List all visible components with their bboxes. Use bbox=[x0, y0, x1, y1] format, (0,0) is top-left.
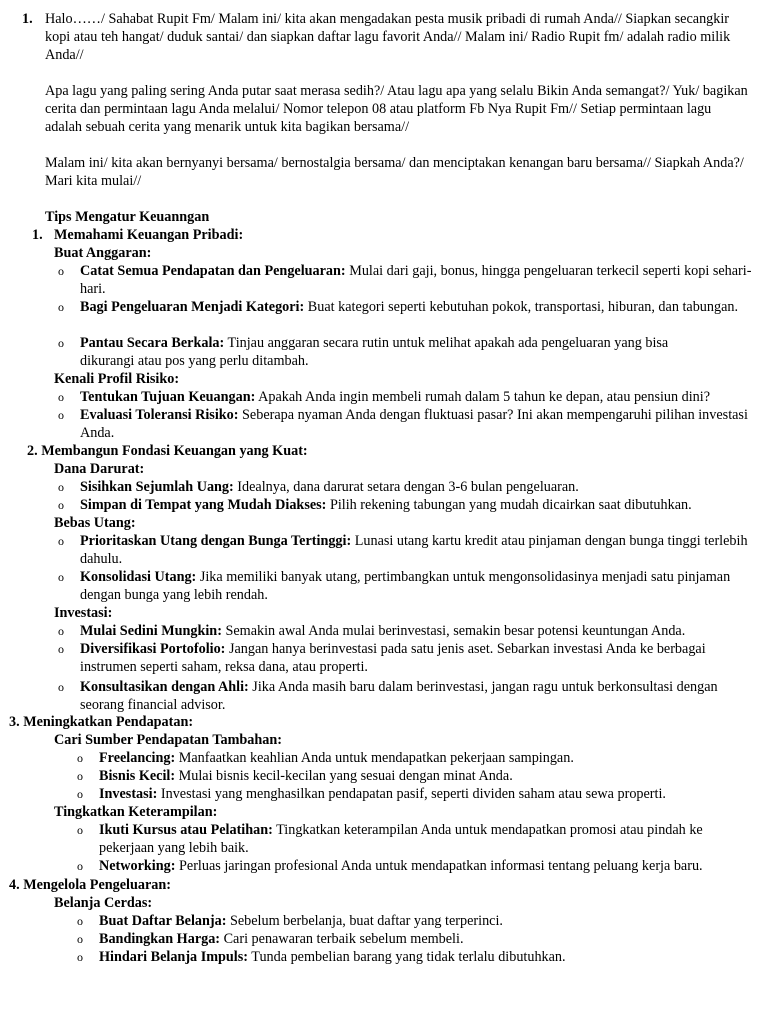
item-text: Seberapa nyaman Anda dengan fluktuasi pasar? Ini akan mempengaruhi pilihan investasi Anda. bbox=[80, 407, 748, 441]
list-item bbox=[80, 334, 720, 370]
item-text: Apakah Anda ingin membeli rumah dalam 5 tahun ke depan, atau pensiun dini? bbox=[255, 389, 711, 405]
item-label: Tentukan Tujuan Keuangan: bbox=[80, 389, 256, 405]
item-text: Tingkatkan keterampilan Anda untuk mendapatkan promosi atau pindah ke pekerjaan yang lebih baik. bbox=[99, 822, 703, 856]
list-item bbox=[99, 767, 759, 785]
bullet-icon: o bbox=[58, 498, 64, 512]
item-text: Mulai dari gaji, bonus, hingga pengeluaran terkecil seperti kopi sehari-hari. bbox=[80, 263, 752, 297]
item-text: Cari penawaran terbaik sebelum membeli. bbox=[220, 931, 464, 947]
bullet-icon: o bbox=[77, 932, 83, 946]
item-text: Perluas jaringan profesional Anda untuk mendapatkan informasi tentang peluang kerja baru. bbox=[175, 858, 703, 874]
item-text: Pilih rekening tabungan yang mudah dicairkan saat dibutuhkan. bbox=[326, 497, 692, 513]
section-2-title: 2. Membangun Fondasi Keuangan yang Kuat: bbox=[27, 443, 308, 459]
item-label: Buat Daftar Belanja: bbox=[99, 913, 227, 929]
item-label: Catat Semua Pendapatan dan Pengeluaran: bbox=[80, 263, 346, 279]
item-text: Tunda pembelian barang yang tidak terlalu dibutuhkan. bbox=[248, 949, 566, 965]
section-4-title: 4. Mengelola Pengeluaran: bbox=[9, 877, 171, 893]
bullet-icon: o bbox=[58, 570, 64, 584]
item-label: Bandingkan Harga: bbox=[99, 931, 221, 947]
item-text: Jika memiliki banyak utang, pertimbangkan untuk mengonsolidasinya menjadi satu pinjaman dengan bunga yang lebih rendah. bbox=[80, 569, 731, 603]
bullet-icon: o bbox=[77, 823, 83, 837]
subheading-kenali-profil-risiko: Kenali Profil Risiko: bbox=[54, 371, 180, 387]
item-label: Networking: bbox=[99, 858, 176, 874]
bullet-icon: o bbox=[58, 390, 64, 404]
section-1-number: 1. bbox=[32, 227, 43, 243]
item-text: Lunasi utang kartu kredit atau pinjaman dengan bunga tinggi terlebih dahulu. bbox=[80, 533, 748, 567]
item-text: Manfaatkan keahlian Anda untuk mendapatkan pekerjaan sampingan. bbox=[175, 750, 574, 766]
list-item bbox=[80, 622, 756, 640]
list-item bbox=[99, 857, 759, 875]
intro-number: 1. bbox=[22, 11, 33, 27]
bullet-icon: o bbox=[58, 534, 64, 548]
item-text: Buat kategori seperti kebutuhan pokok, transportasi, hiburan, dan tabungan. bbox=[304, 299, 739, 315]
item-text: Tinjau anggaran secara rutin untuk melihat apakah ada pengeluaran yang bisa dikurangi atau pos yang perlu ditambah. bbox=[80, 335, 669, 369]
subheading-investasi: Investasi: bbox=[54, 605, 113, 621]
item-label: Simpan di Tempat yang Mudah Diakses: bbox=[80, 497, 327, 513]
list-item bbox=[80, 298, 740, 316]
bullet-icon: o bbox=[58, 642, 64, 656]
item-label: Pantau Secara Berkala: bbox=[80, 335, 225, 351]
intro-paragraph-1: Halo……/ Sahabat Rupit Fm/ Malam ini/ kita akan mengadakan pesta musik pribadi di rumah Anda// Siapkan secangkir kopi atau teh hangat/ duduk santai/ dan siapkan daftar lagu favorit Anda// Malam ini/ Radio Rupit fm/ adalah radio milik Anda// bbox=[45, 11, 731, 63]
section-3-title: 3. Meningkatkan Pendapatan: bbox=[9, 714, 194, 730]
list-item bbox=[80, 406, 750, 442]
subheading-tingkatkan-keterampilan: Tingkatkan Keterampilan: bbox=[54, 804, 218, 820]
item-label: Evaluasi Toleransi Risiko: bbox=[80, 407, 239, 423]
list-item bbox=[80, 388, 764, 406]
item-text: Idealnya, dana darurat setara dengan 3-6 bulan pengeluaran. bbox=[233, 479, 579, 495]
item-text: Jangan hanya berinvestasi pada satu jenis aset. Sebarkan investasi Anda ke berbagai instrumen seperti saham, reksa dana, atau properti. bbox=[80, 641, 706, 675]
item-label: Konsolidasi Utang: bbox=[80, 569, 197, 585]
bullet-icon: o bbox=[58, 480, 64, 494]
bullet-icon: o bbox=[58, 624, 64, 638]
list-item bbox=[99, 749, 759, 767]
item-text: Sebelum berbelanja, buat daftar yang terperinci. bbox=[226, 913, 503, 929]
item-label: Investasi: bbox=[99, 786, 158, 802]
list-item bbox=[80, 568, 740, 604]
item-label: Sisihkan Sejumlah Uang: bbox=[80, 479, 234, 495]
intro-paragraph-2: Apa lagu yang paling sering Anda putar saat merasa sedih?/ Atau lagu apa yang selalu Bikin Anda semangat?/ Yuk/ bagikan cerita dan permintaan lagu Anda melalui/ Nomor telepon 08 atau platform Fb Nya Rupit Fm// Setiap permintaan lagu adalah sebuah cerita yang menarik untuk kita bagikan bersama// bbox=[45, 83, 748, 135]
list-item bbox=[99, 785, 759, 803]
list-item bbox=[99, 930, 759, 948]
subheading-buat-anggaran: Buat Anggaran: bbox=[54, 245, 152, 261]
item-text: Semakin awal Anda mulai berinvestasi, semakin besar potensi keuntungan Anda. bbox=[221, 623, 686, 639]
item-label: Prioritaskan Utang dengan Bunga Tertinggi: bbox=[80, 533, 352, 549]
intro-paragraph-3: Malam ini/ kita akan bernyanyi bersama/ bernostalgia bersama/ dan menciptakan kenangan baru bersama// Siapkah Anda?/ Mari kita mulai// bbox=[45, 155, 744, 189]
item-label: Hindari Belanja Impuls: bbox=[99, 949, 248, 965]
list-item bbox=[99, 948, 759, 966]
subheading-cari-sumber-pendapatan: Cari Sumber Pendapatan Tambahan: bbox=[54, 732, 282, 748]
item-label: Bisnis Kecil: bbox=[99, 768, 176, 784]
bullet-icon: o bbox=[77, 787, 83, 801]
bullet-icon: o bbox=[58, 336, 64, 350]
item-text: Mulai bisnis kecil-kecilan yang sesuai dengan minat Anda. bbox=[175, 768, 513, 784]
bullet-icon: o bbox=[58, 680, 64, 694]
tips-title: Tips Mengatur Keuanngan bbox=[45, 209, 210, 225]
item-label: Freelancing: bbox=[99, 750, 176, 766]
bullet-icon: o bbox=[77, 859, 83, 873]
list-item bbox=[80, 496, 760, 514]
item-label: Mulai Sedini Mungkin: bbox=[80, 623, 222, 639]
item-label: Ikuti Kursus atau Pelatihan: bbox=[99, 822, 273, 838]
bullet-icon: o bbox=[58, 264, 64, 278]
list-item bbox=[99, 912, 759, 930]
list-item bbox=[80, 478, 756, 496]
list-item bbox=[80, 678, 740, 714]
section-1-title: Memahami Keuangan Pribadi: bbox=[54, 227, 244, 243]
list-item bbox=[80, 640, 760, 676]
subheading-dana-darurat: Dana Darurat: bbox=[54, 461, 145, 477]
bullet-icon: o bbox=[58, 300, 64, 314]
item-text: Investasi yang menghasilkan pendapatan pasif, seperti dividen saham atau sewa properti. bbox=[157, 786, 666, 802]
item-label: Diversifikasi Portofolio: bbox=[80, 641, 226, 657]
list-item bbox=[80, 532, 752, 568]
list-item bbox=[99, 821, 759, 857]
bullet-icon: o bbox=[77, 914, 83, 928]
item-label: Konsultasikan dengan Ahli: bbox=[80, 679, 249, 695]
bullet-icon: o bbox=[77, 769, 83, 783]
bullet-icon: o bbox=[77, 751, 83, 765]
subheading-belanja-cerdas: Belanja Cerdas: bbox=[54, 895, 153, 911]
bullet-icon: o bbox=[77, 950, 83, 964]
item-label: Bagi Pengeluaran Menjadi Kategori: bbox=[80, 299, 305, 315]
subheading-bebas-utang: Bebas Utang: bbox=[54, 515, 136, 531]
bullet-icon: o bbox=[58, 408, 64, 422]
item-text: Jika Anda masih baru dalam berinvestasi, jangan ragu untuk berkonsultasi dengan seorang financial advisor. bbox=[80, 679, 718, 713]
list-item bbox=[80, 262, 756, 298]
